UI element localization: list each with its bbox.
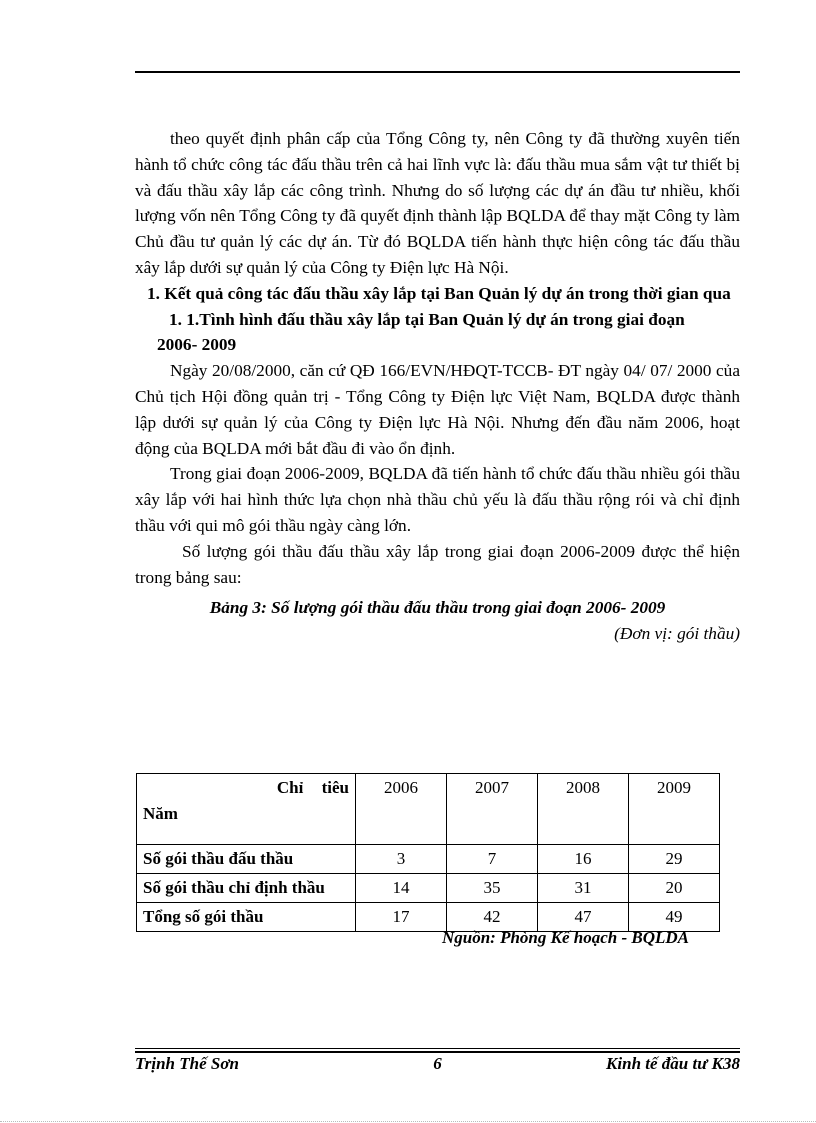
footer-course: Kinh tế đầu tư K38 bbox=[606, 1054, 740, 1073]
table-unit-note: (Đơn vị: gói thầu) bbox=[614, 624, 740, 644]
section-heading-1: 1. Kết quả công tác đấu thầu xây lắp tại Ban Quản lý dự án trong thời gian qua bbox=[147, 283, 731, 303]
table-source-note: Nguồn: Phòng Kế hoạch - BQLDA bbox=[441, 928, 689, 947]
table-cell: 35 bbox=[447, 874, 538, 903]
table-row bbox=[137, 845, 720, 874]
header-diagonal-cell bbox=[137, 774, 356, 845]
footer-page-number: 6 bbox=[433, 1054, 442, 1073]
table-cell: 7 bbox=[447, 845, 538, 874]
header-year-label: Năm bbox=[143, 804, 178, 823]
table-cell: 14 bbox=[356, 874, 447, 903]
paragraph-2: Ngày 20/08/2000, căn cứ QĐ 166/EVN/HĐQT-TCCB- ĐT ngày 04/ 07/ 2000 của Chủ tịch Hội đồng quản trị - Tổng Công ty Điện lực Việt Nam, BQLDA được thành lập dưới sự quản lý của Công ty Điện lực Hà Nội. Nhưng đến đầu năm 2006, hoạt động của BQLDA mới bắt đầu đi vào ổn định. bbox=[135, 361, 740, 458]
header-year-2008: 2008 bbox=[538, 774, 629, 845]
table-row bbox=[137, 874, 720, 903]
table-cell: 31 bbox=[538, 874, 629, 903]
paragraph-3: Trong giai đoạn 2006-2009, BQLDA đã tiến hành tổ chức đấu thầu nhiều gói thầu xây lắp với hai hình thức lựa chọn nhà thầu chủ yếu là đấu thầu rộng rói và chỉ định thầu với qui mô gói thầu ngày càng lớn. bbox=[135, 464, 740, 535]
table-header-row bbox=[137, 774, 720, 845]
table-cell: 17 bbox=[356, 903, 447, 932]
header-year-2009: 2009 bbox=[629, 774, 720, 845]
row-label: Số gói thầu đấu thầu bbox=[137, 845, 356, 874]
bid-package-table bbox=[136, 773, 720, 932]
table-caption: Bảng 3: Số lượng gói thầu đấu thầu trong giai đoạn 2006- 2009 bbox=[209, 598, 666, 618]
header-indicator-label: Chỉ tiêu bbox=[276, 778, 349, 797]
page-footer bbox=[135, 1054, 740, 1076]
table-cell: 42 bbox=[447, 903, 538, 932]
section-heading-1-1-years: 2006- 2009 bbox=[157, 335, 237, 355]
section-heading-1-1 bbox=[135, 307, 740, 359]
table-cell: 29 bbox=[629, 845, 720, 874]
table-cell: 16 bbox=[538, 845, 629, 874]
header-rule bbox=[135, 71, 740, 73]
footer-rule bbox=[135, 1048, 740, 1049]
table-cell: 20 bbox=[629, 874, 720, 903]
document-body bbox=[135, 126, 740, 647]
paragraph-4: Số lượng gói thầu đấu thầu xây lắp trong giai đoạn 2006-2009 được thể hiện trong bảng sau: bbox=[135, 541, 740, 587]
header-year-2007: 2007 bbox=[447, 774, 538, 845]
paragraph-1: theo quyết định phân cấp của Tổng Công ty, nên Công ty đã thường xuyên tiến hành tổ chức công tác đấu thầu trên cả hai lĩnh vực là: đấu thầu mua sắm vật tư thiết bị và đấu thầu xây lắp các công trình. Nhưng do số lượng các dự án đầu tư nhiều, khối lượng vốn nên Tổng Công ty đã quyết định thành lập BQLDA để thay mặt Công ty làm Chủ đầu tư quản lý các dự án. Từ đó BQLDA tiến hành thực hiện công tác đấu thầu xây lắp dưới sự quản lý của Công ty Điện lực Hà Nội. bbox=[135, 129, 740, 277]
row-label: Tổng số gói thầu bbox=[137, 903, 356, 932]
table-cell: 49 bbox=[629, 903, 720, 932]
footer-rule-thick bbox=[135, 1051, 740, 1053]
page-boundary bbox=[0, 1121, 816, 1122]
table-cell: 47 bbox=[538, 903, 629, 932]
row-label: Số gói thầu chỉ định thầu bbox=[137, 874, 356, 903]
table-cell: 3 bbox=[356, 845, 447, 874]
header-year-2006: 2006 bbox=[356, 774, 447, 845]
footer-author: Trịnh Thế Sơn bbox=[135, 1054, 239, 1073]
section-heading-1-1-text: 1. 1.Tình hình đấu thầu xây lắp tại Ban Quản lý dự án trong giai đoạn bbox=[169, 309, 685, 329]
